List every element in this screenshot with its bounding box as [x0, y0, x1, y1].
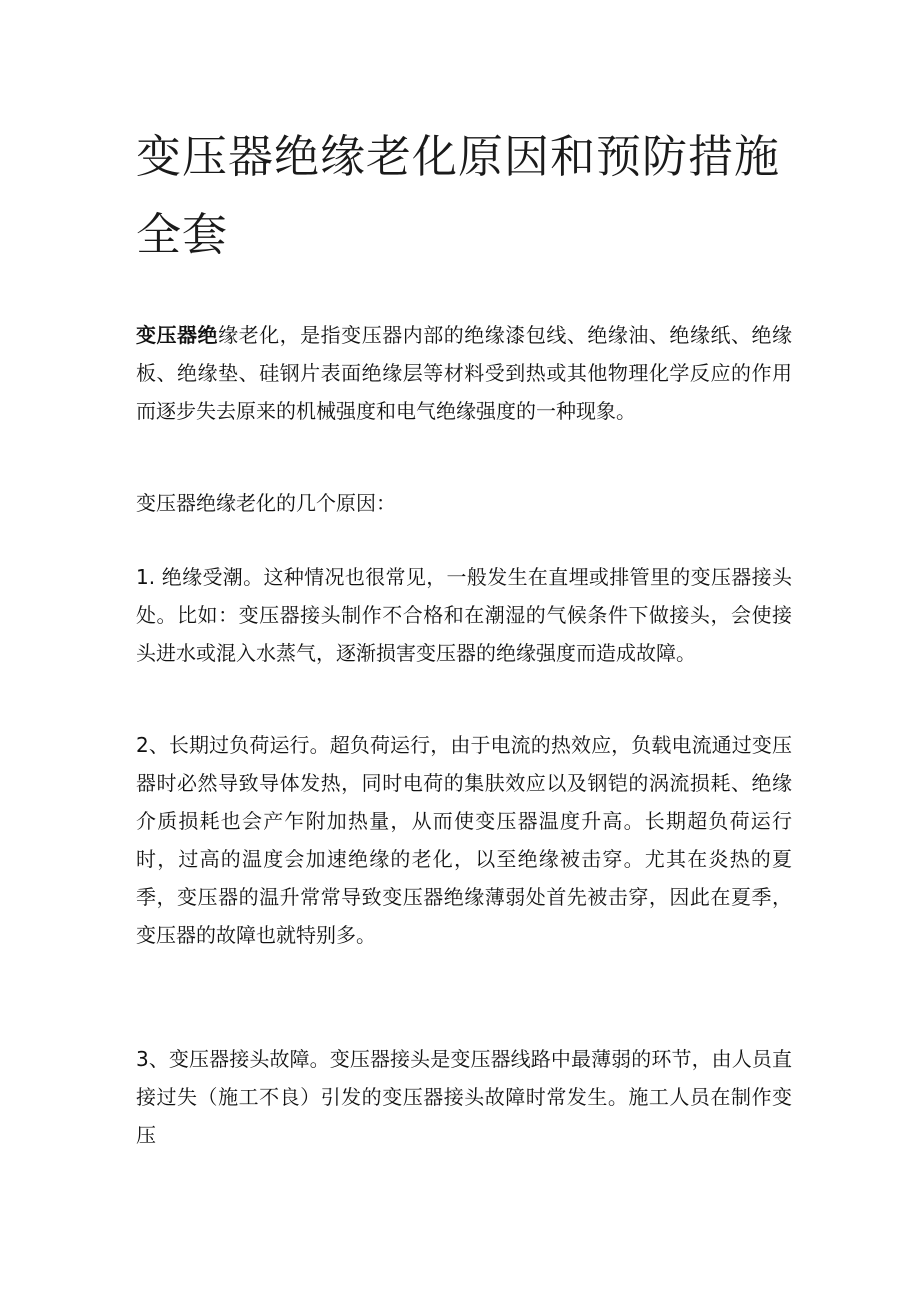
document-title: 变压器绝缘老化原因和预防措施全套 [136, 130, 781, 261]
causes-heading: 变压器绝缘老化的几个原因： [136, 491, 396, 515]
cause-1-paragraph: 1. 绝缘受潮。这种情况也很常见，一般发生在直埋或排管里的变压器接头处。比如：变压器接头制作不合格和在潮湿的气候条件下做接头，会使接头进水或混入水蒸气，逐渐损害变压器的绝缘强度而造成故障。 [136, 565, 792, 665]
intro-lead-bold: 变压器绝 [136, 323, 219, 347]
intro-text: 缘老化，是指变压器内部的绝缘漆包线、绝缘油、绝缘纸、绝缘板、绝缘垫、硅钢片表面绝缘层等材料受到热或其他物理化学反应的作用而逐步失去原来的机械强度和电气绝缘强度的一种现象。 [136, 323, 793, 423]
intro-paragraph [136, 316, 792, 430]
cause-2-paragraph: 2、长期过负荷运行。超负荷运行，由于电流的热效应，负载电流通过变压器时必然导致导体发热，同时电荷的集肤效应以及钢铠的涡流损耗、绝缘介质损耗也会产乍附加热量，从而使变压器温度升高。长期超负荷运行时，过高的温度会加速绝缘的老化，以至绝缘被击穿。尤其在炎热的夏季，变压器的温升常常导致变压器绝缘薄弱处首先被击穿，因此在夏季，变压器的故障也就特别多。 [136, 733, 792, 947]
cause-3-paragraph: 3、变压器接头故障。变压器接头是变压器线路中最薄弱的环节，由人员直接过失（施工不良）引发的变压器接头故障时常发生。施工人员在制作变压 [136, 1047, 792, 1147]
